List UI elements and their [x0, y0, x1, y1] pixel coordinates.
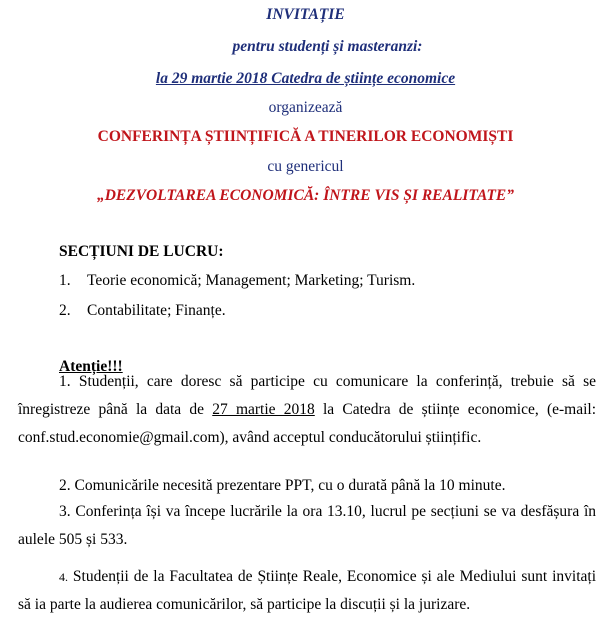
paragraph-text: Studenții de la Facultatea de Științe Reale, Economice și ale Mediului sunt invitați să ia parte la audierea comunicărilor, să participe la discuții și la jurizare.: [18, 568, 596, 613]
list-item-text: Contabilitate; Finanțe.: [87, 302, 226, 319]
list-item-number: 2.: [59, 302, 71, 319]
attention-heading: Atenție!!!: [59, 358, 123, 375]
organizes-line: organizează: [268, 99, 343, 116]
paragraph-text: la Catedra de științe economice, (e-mail: conf.stud.economie@gmail.com), având acceptul conducătorului științific.: [18, 401, 596, 446]
paragraph-schedule: 3. Conferința își va începe lucrările la ora 13.10, lucrul pe secțiuni se va desfășura în aulele 505 și 533.: [18, 503, 596, 548]
list-item-text: Teorie economică; Management; Marketing; Turism.: [87, 272, 416, 289]
conference-theme: „DEZVOLTAREA ECONOMICĂ: ÎNTRE VIS ȘI REALITATE”: [96, 187, 515, 204]
invitation-title: INVITAȚIE: [266, 6, 345, 23]
paragraph-registration: [18, 368, 596, 452]
paragraph-number: 4.: [59, 570, 68, 584]
deadline-date: 27 martie 2018: [212, 401, 315, 418]
paragraph-presentation: 2. Comunicările necesită prezentare PPT, cu o durată până la 10 minute.: [59, 477, 506, 494]
paragraph-invitation: [18, 563, 596, 619]
conference-title: CONFERINȚA ȘTIINȚIFICĂ A TINERILOR ECONOMIȘTI: [97, 128, 514, 145]
sections-heading: SECȚIUNI DE LUCRU:: [59, 243, 224, 260]
list-item: [59, 302, 226, 320]
audience-line: pentru studenți și masteranzi:: [232, 38, 423, 55]
list-item: [59, 272, 415, 290]
paragraph-text: 1. Studenții, care doresc să participe cu comunicare la conferință, trebuie să se înregistreze până la data de: [18, 373, 596, 418]
generic-intro: cu genericul: [267, 158, 344, 175]
list-item-number: 1.: [59, 272, 71, 289]
date-line: la 29 martie 2018 Catedra de științe economice: [155, 70, 456, 87]
